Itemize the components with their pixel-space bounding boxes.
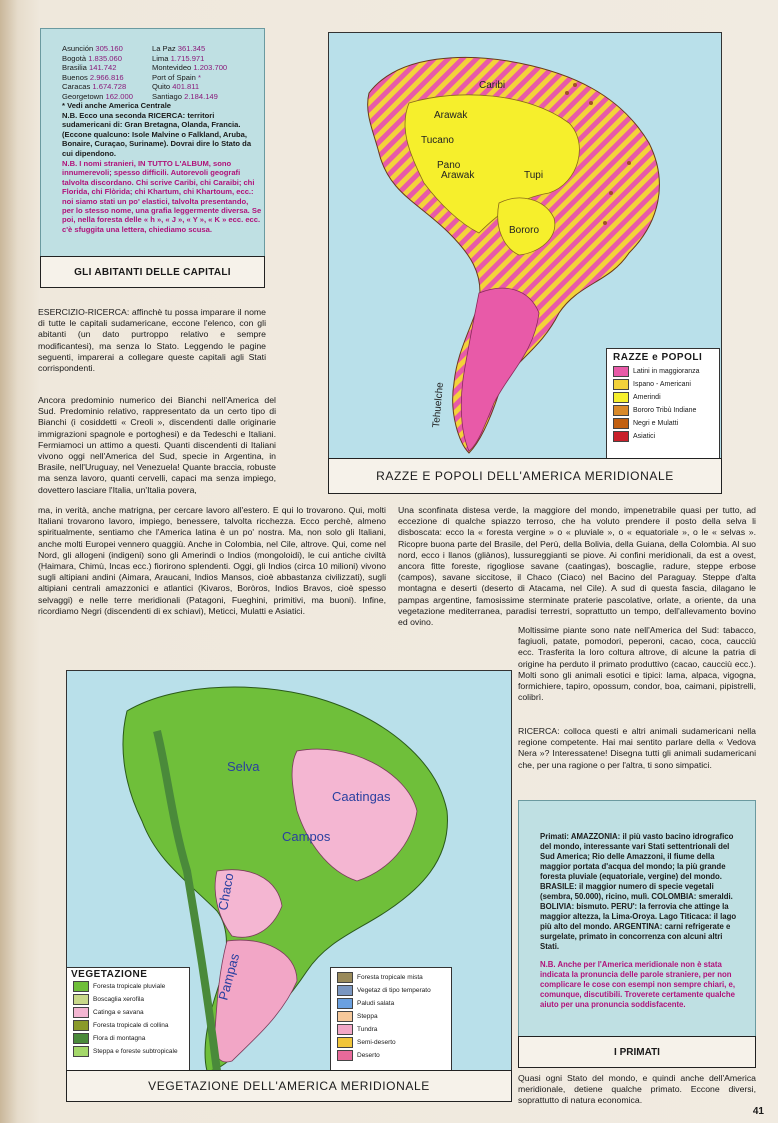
races-map-title: RAZZE E POPOLI DELL'AMERICA MERIDIONALE [328, 458, 722, 494]
legend-label: Foresta tropicale mista [357, 974, 423, 981]
legend-swatch [337, 998, 353, 1009]
label-caribi: Caribi [479, 80, 506, 91]
label-pampas: Pampas [215, 951, 243, 1002]
legend-swatch [613, 392, 629, 403]
capital-entry: Bogotà 1.835.060 [62, 53, 122, 63]
legend-label: Paludi salata [357, 1000, 395, 1007]
legend-swatch [73, 1020, 89, 1031]
label-caatingas: Caatingas [332, 789, 391, 804]
vegetation-legend-right [330, 967, 452, 1072]
label-chaco: Chaco [215, 871, 237, 912]
vegetation-legend-left [66, 967, 190, 1072]
capital-entry: Lima 1.715.971 [152, 53, 205, 63]
races-legend [606, 348, 720, 460]
legend-item [337, 1037, 445, 1048]
legend-swatch [337, 972, 353, 983]
legend-item [73, 994, 183, 1005]
capitals-see-also: * Vedi anche America Centrale [62, 101, 172, 110]
latini-region [461, 288, 539, 451]
vegetation-legend-title: VEGETAZIONE [71, 969, 148, 980]
legend-label: Bororo Tribù Indiane [633, 407, 697, 414]
legend-label: Amerindi [633, 394, 661, 401]
capital-entry: Quito 401.811 [152, 82, 200, 92]
capital-entry: Santiago 2.184.149 [152, 91, 218, 101]
capital-entry: Brasilia 141.742 [62, 63, 117, 73]
primati-note: N.B. Anche per l'America meridionale non è stata indicata la pronuncia delle parole straniere, per non complicare le cose con esempi non sempre chiari, e, comunque, discutibili. Troverete certamente qualche aiuto per una pronuncia soddisfacente. [540, 960, 736, 1009]
legend-swatch [337, 1011, 353, 1022]
label-arawak-2: Arawak [441, 170, 475, 181]
legend-label: Negri e Mulatti [633, 420, 679, 427]
legend-label: Steppa [357, 1013, 378, 1020]
legend-item [337, 1050, 445, 1061]
paragraph-1b: ma, in verità, anche matrigna, per cercare lavoro all'estero. E qui lo trovarono. Qui, molti Italiani trovarono lavoro, impiego, benessere, talvolta ricchezza. Ecco perchè, almeno spiritualmente, sentiamo che l'America latina è un po' nostra. Ma, non solo gli Italiani, anche molti Europei vennero quaggiù. Anche in Colombia, nel Cile, altrove. Qui, come nel Nord, gli allogeni (indigeni) sono gli Amerindi o Indios (mongoloidi), le cui antiche civiltà (Haimara, Chimù, Incas ecc.) fiorirono splendenti. Oggi, gli Indios (circa 10 milioni) vivono sugli altipiani andini (Aimara, Araucani, Indios Mansos, cioè abbastanza civilizzati), sugli altipiani centrali amazzonici e atlantici (Kivaros, Boròros, Indios Bravos, cioè spesso selvaggi) e nelle terre meridionali (Patagoni, Fueghini, primitivi, ma buoni). Infine, ricordiamo Negri (discendenti di ex schiavi), Meticci, Mulatti e Asiatici. [38, 505, 386, 616]
paragraph-2b: Moltissime piante sono nate nell'America del Sud: tabacco, fagiuoli, patate, pomodori, peperoni, cacao, coca, caucciù ecc. Trasferita la loro coltura altrove, di alcune la patria di origine ha perduto il primato produttivo (cacao, caucciù ecc.). Molti sono gli animali esotici e tipici: lama, alpaca, vigogna, formichiere, tapiro, opossum, condor, boa, caimani, pipistrelli, colibrì. [518, 625, 756, 703]
vegetation-map-title: VEGETAZIONE DELL'AMERICA MERIDIONALE [66, 1070, 512, 1102]
capital-row [62, 54, 227, 64]
capital-entry: Asunción 305.160 [62, 44, 123, 53]
label-tehuelche: Tehuelche [431, 381, 446, 429]
legend-item [613, 366, 713, 377]
legend-swatch [613, 418, 629, 429]
label-pano: Pano [437, 160, 461, 171]
legend-label: Semi-deserto [357, 1039, 396, 1046]
legend-swatch [613, 366, 629, 377]
legend-swatch [337, 1050, 353, 1061]
capitals-title: GLI ABITANTI DELLE CAPITALI [40, 256, 265, 288]
legend-label: Ispano - Americani [633, 381, 691, 388]
legend-label: Asiatici [633, 433, 656, 440]
legend-swatch [73, 1046, 89, 1057]
capitals-note-2: N.B. I nomi stranieri, IN TUTTO L'ALBUM, sono innumerevoli; spesso difficili. Autorevoli geografi talvolta discordano. Chi scrive Caribi, chi Caraibi; chi Florida, chi Flòrida; chi Khartum, chi Khartoum, ecc.: noi siamo stati un po' elastici, talvolta presentando, per lo stesso nome, una grafia leggermente diversa. Se poi, nella foresta delle « h », « J », « Y », « K » ecc. ecc. c'è sfuggita una lettera, chiediamo scusa. [62, 159, 262, 234]
label-selva: Selva [227, 759, 260, 774]
legend-item [73, 981, 183, 992]
legend-label: Deserto [357, 1052, 380, 1059]
legend-label: Latini in maggioranza [633, 368, 700, 375]
legend-item [613, 418, 713, 429]
legend-swatch [613, 379, 629, 390]
legend-swatch [73, 1007, 89, 1018]
legend-label: Catinga e savana [93, 1009, 144, 1016]
capital-entry: Buenos 2.966.816 [62, 72, 124, 82]
label-arawak-1: Arawak [434, 110, 468, 121]
legend-label: Vegetaz di tipo temperato [357, 987, 431, 994]
closing-text: Quasi ogni Stato del mondo, e quindi anche dell'America meridionale, detiene qualche primato. Eccone diversi, soprattutto di natura economica. [518, 1073, 756, 1106]
legend-item [337, 985, 445, 996]
capital-entry: Caracas 1.674.728 [62, 82, 127, 92]
paragraph-1: Ancora predominio numerico dei Bianchi nell'America del Sud. Predominio relativo, rappresentato da un certo tipo di Bianchi (i cosiddetti « Creoli », discendenti dalle originarie immigrazioni spagnole e portoghesi) e da Tedeschi e Italiani. Fermiamoci un attimo a questi. Quanti discendenti di Italiani vivono oggi nell'America del Sud, specie in Argentina, in Brasile, nell'Uruguay, nel Venezuela! Quante braccia, robuste ma senza lavoro, quanti cervelli, capaci ma senza impiego, dovettero lasciare l'Italia, un'Italia povera, [38, 395, 276, 495]
primati-title: I PRIMATI [518, 1036, 756, 1068]
legend-label: Flora di montagna [93, 1035, 146, 1042]
capitals-note-1: N.B. Ecco una seconda RICERCA: territori sudamericani di: Gran Bretagna, Olanda, Francia. (Eccone qualcuno: Isole Malvine o Falkland, Aruba, Bonaire, Curaçao, Suriname). Dovrai dire lo Stato da cui dipendono. [62, 111, 252, 158]
exercise-text: ESERCIZIO-RICERCA: affinchè tu possa imparare il nome di tutte le capitali sudamericane, eccone l'elenco, con gli abitanti (un dato purtroppo relativo e sempre modificantesi), ma senza lo Stato. Leggendo le pagine seguenti, imparerai a collegare queste capitali agli Stati corrispondenti. [38, 307, 266, 374]
legend-label: Foresta tropicale pluviale [93, 983, 166, 990]
legend-item [73, 1020, 183, 1031]
races-legend-title: RAZZE e POPOLI [613, 352, 703, 363]
legend-item [613, 379, 713, 390]
label-bororo: Bororo [509, 225, 540, 236]
legend-swatch [73, 994, 89, 1005]
legend-item [73, 1007, 183, 1018]
capital-row [62, 63, 227, 73]
legend-swatch [73, 1033, 89, 1044]
label-tupi: Tupi [524, 170, 544, 181]
capital-entry: Montevideo 1.203.700 [152, 63, 228, 73]
paragraph-2: Una sconfinata distesa verde, la maggiore del mondo, impenetrabile quasi per tutto, ad eccezione di qualche spiazzo terroso, che ha voluto prendere il posto della selva li disboscata: ecco la « foresta vergine » o « pluviale », o « equatoriale », o le « selvas ». Ricopre buona parte del Brasile, del Perù, della Bolivia, della Guiana, della Colombia. Al suo nord, ecco i llanos (gliànos), lussureggianti se piove. Ai confini meridionali, da est a ovest, ancora fitte foreste, rigogliose savane (caatingas), boscaglie, radure, steppe erbose (campos), savane siccitose, il Chaco (Ciaco) nel Bacino del Paraguay. Steppe d'alta montagna e deserti (deserto di Atacama, nel Cile). A sud di questa fascia, dilagano le pampas argentine, famosissime sterminate praterie pascolative, orlate, a oriente, da una vegetazione mediterranea, paradisi terrestri, soprattutto un tempo, dell'allevamento bovino ed ovino. [398, 505, 756, 628]
legend-swatch [337, 1037, 353, 1048]
legend-swatch [613, 405, 629, 416]
ricerca-text: RICERCA: colloca questi e altri animali sudamericani nella regione competente. Hai mai sentito parlare della « Vedova Nera »? Interessatene! Disegna tutti gli animali sudamericani che, per una ragione o per l'altra, ti sono simpatici. [518, 726, 756, 770]
page-number: 41 [752, 1106, 764, 1117]
legend-item [337, 1011, 445, 1022]
legend-item [613, 392, 713, 403]
primati-text: Primati: AMAZZONIA: il più vasto bacino idrografico del mondo, interessante vari Stati settentrionali del Sud America; Rio delle Amazzoni, il fiume della maggior portata d'acqua del mondo; la più grande foresta pluviale (equatoriale, vergine) del mondo. BRASILE: il maggior numero di specie vegetali (sembra, 50.000), ricino, mulì. COLOMBIA: smeraldi. BOLIVIA: bismuto. PERU': la ferrovia che attinge la maggior altezza, la Lima-Oroya. Lago Titicaca: il lago più alto del mondo. ARGENTINA: carni refrigerate e surgelate, primato in concorrenza con alcuni altri Stati. [540, 832, 737, 951]
legend-swatch [613, 431, 629, 442]
legend-swatch [337, 985, 353, 996]
legend-item [73, 1033, 183, 1044]
legend-item [613, 431, 713, 442]
legend-item [337, 972, 445, 983]
legend-item [73, 1046, 183, 1057]
label-campos: Campos [282, 829, 331, 844]
capital-entry: Georgetown 162.000 [62, 91, 133, 101]
legend-label: Tundra [357, 1026, 378, 1033]
label-tucano: Tucano [421, 135, 454, 146]
legend-item [613, 405, 713, 416]
capitals-list [62, 44, 227, 102]
legend-label: Steppa e foreste subtropicale [93, 1048, 178, 1055]
legend-item [337, 998, 445, 1009]
capital-entry: La Paz 361.345 [152, 44, 206, 53]
capital-row [62, 73, 227, 83]
capital-row [62, 82, 227, 92]
legend-swatch [73, 981, 89, 992]
capital-row [62, 44, 227, 54]
capital-entry: Port of Spain * [152, 72, 201, 82]
legend-label: Foresta tropicale di collina [93, 1022, 169, 1029]
legend-label: Boscaglia xerofila [93, 996, 144, 1003]
legend-item [337, 1024, 445, 1035]
legend-swatch [337, 1024, 353, 1035]
